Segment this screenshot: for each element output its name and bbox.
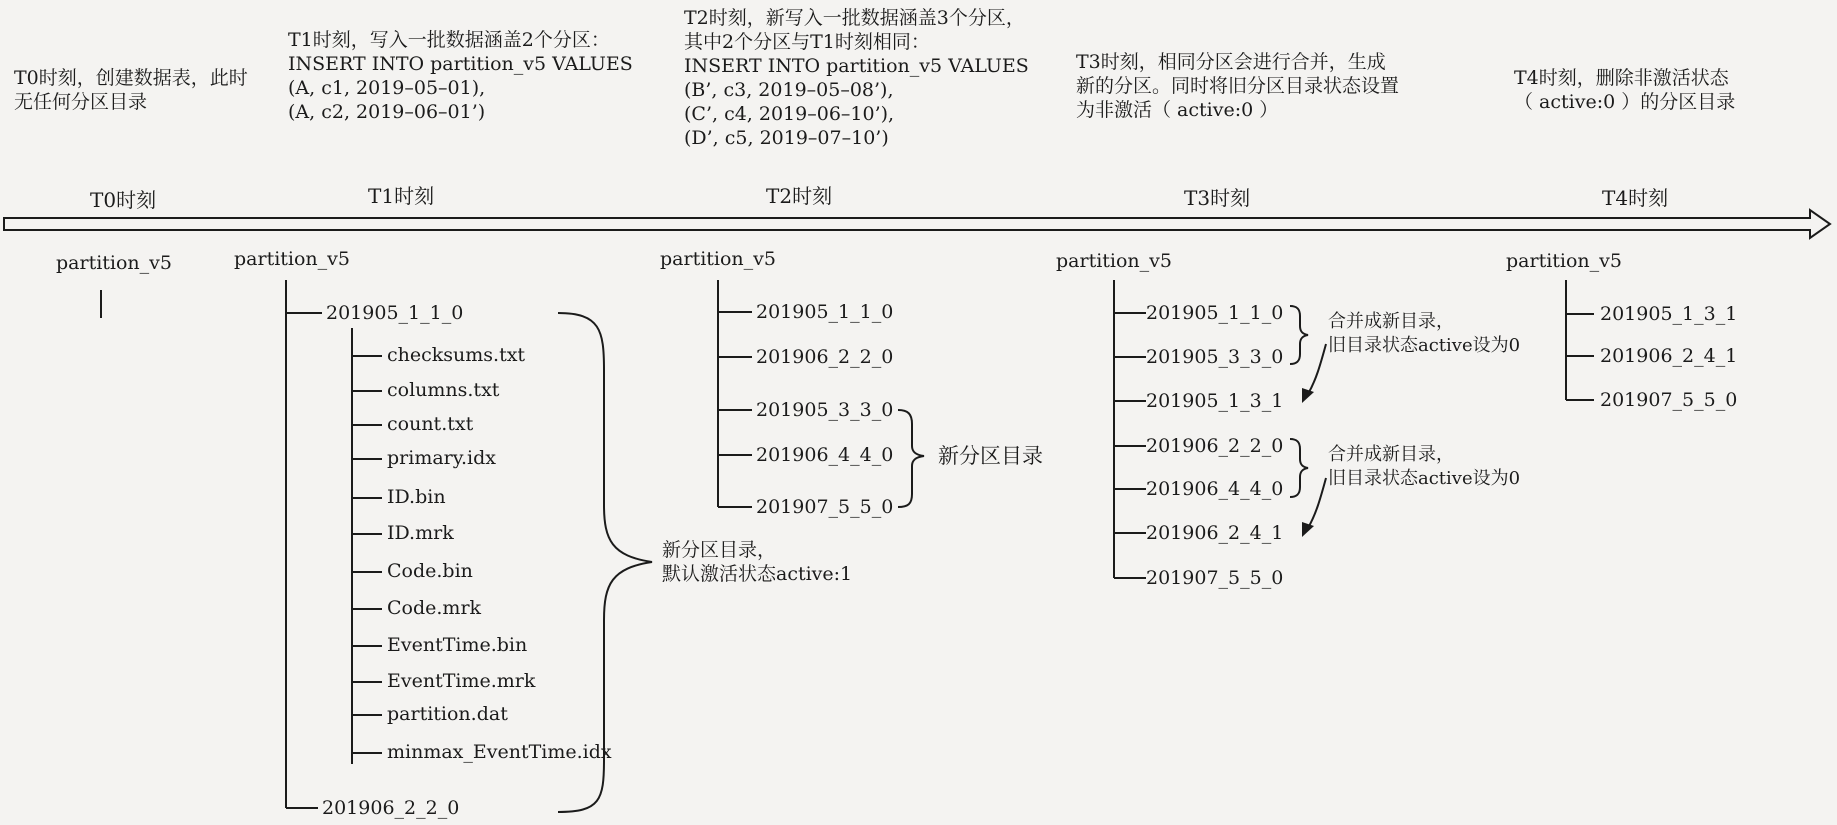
timeline-label-t1: T1时刻 xyxy=(368,184,435,208)
t2-description-line: (B’, c3, 2019–05–08’), xyxy=(684,79,894,101)
t1-file: EventTime.bin xyxy=(387,634,528,656)
t1-file: EventTime.mrk xyxy=(387,670,536,692)
t4-description-line: T4时刻，删除非激活状态 xyxy=(1514,67,1729,89)
t2-description-line: INSERT INTO partition_v5 VALUES xyxy=(684,55,1029,77)
t1-description-line: INSERT INTO partition_v5 VALUES xyxy=(288,53,633,75)
t1-note-line: 新分区目录， xyxy=(662,539,777,561)
t1-description-line: (A, c1, 2019–05–01), xyxy=(288,77,486,99)
t2-description-line: T2时刻，新写入一批数据涵盖3个分区， xyxy=(684,7,1025,29)
t2-partition-dir: 201906_2_2_0 xyxy=(756,346,894,368)
timeline-label-t0: T0时刻 xyxy=(90,188,157,212)
t3-merge-note-line: 旧目录状态active设为0 xyxy=(1328,335,1521,356)
t3-partition-dir: 201906_2_4_1 xyxy=(1146,522,1284,544)
t1-curly-brace xyxy=(558,313,652,812)
t1-file: checksums.txt xyxy=(387,344,526,366)
t1-file: ID.bin xyxy=(387,486,446,508)
t3-partition-dir: 201905_3_3_0 xyxy=(1146,346,1284,368)
t3-partition-dir: 201907_5_5_0 xyxy=(1146,567,1284,589)
t2-root-node: partition_v5 xyxy=(660,248,776,270)
t1-root-node: partition_v5 xyxy=(234,248,350,270)
t3-merge-note-line: 旧目录状态active设为0 xyxy=(1328,468,1521,489)
t4-partition-dir: 201905_1_3_1 xyxy=(1600,303,1738,325)
t2-curly-brace xyxy=(898,410,924,507)
t3-curly-brace-1 xyxy=(1290,306,1308,364)
t1-partition-dir: 201905_1_1_0 xyxy=(326,302,464,324)
t1-file: Code.mrk xyxy=(387,597,482,619)
t3-merge-arrow-2 xyxy=(1308,478,1326,528)
t3-merge-arrow-1-head xyxy=(1302,388,1314,403)
t3-merge-note-2 xyxy=(1328,443,1520,491)
t3-merge-note-line: 合并成新目录， xyxy=(1328,311,1454,332)
t4-partition-dir: 201906_2_4_1 xyxy=(1600,345,1738,367)
t1-note-line: 默认激活状态active:1 xyxy=(662,563,853,585)
t1-file: minmax_EventTime.idx xyxy=(387,741,612,763)
t3-merge-arrow-2-head xyxy=(1302,522,1314,537)
timeline-label-t4: T4时刻 xyxy=(1602,186,1669,210)
t4-description-line: （ active:0 ）的分区目录 xyxy=(1514,91,1736,113)
t3-merge-arrow-1 xyxy=(1308,344,1326,394)
t3-partition-dir: 201905_1_3_1 xyxy=(1146,390,1284,412)
t3-root-node: partition_v5 xyxy=(1056,250,1172,272)
t0-root-node: partition_v5 xyxy=(56,252,172,274)
t0-description-line: 无任何分区目录 xyxy=(14,91,148,113)
t4-root-node: partition_v5 xyxy=(1506,250,1622,272)
t1-partition-dir: 201906_2_2_0 xyxy=(322,797,460,819)
t1-file: ID.mrk xyxy=(387,522,454,544)
t0-description-line: T0时刻，创建数据表，此时 xyxy=(14,67,248,89)
t1-file: Code.bin xyxy=(387,560,473,582)
t3-merge-note-1 xyxy=(1328,310,1520,358)
t2-description-line: (C’, c4, 2019–06–10’), xyxy=(684,103,895,125)
t1-description-line: T1时刻，写入一批数据涵盖2个分区： xyxy=(288,29,610,51)
t1-file: columns.txt xyxy=(387,379,500,401)
t3-description-line: T3时刻，相同分区会进行合并，生成 xyxy=(1076,51,1386,73)
t2-description-line: 其中2个分区与T1时刻相同： xyxy=(684,31,930,53)
t1-file: primary.idx xyxy=(387,447,496,469)
t2-partition-dir: 201905_1_1_0 xyxy=(756,301,894,323)
t3-description-line: 为非激活（ active:0 ） xyxy=(1076,99,1279,121)
t2-description-line: (D’, c5, 2019–07–10’) xyxy=(684,127,889,149)
timeline-label-t2: T2时刻 xyxy=(766,184,833,208)
t2-partition-dir: 201905_3_3_0 xyxy=(756,399,894,421)
t4-partition-dir: 201907_5_5_0 xyxy=(1600,389,1738,411)
t3-curly-brace-2 xyxy=(1290,439,1308,497)
timeline-label-t3: T3时刻 xyxy=(1184,186,1251,210)
t1-file: partition.dat xyxy=(387,703,508,725)
t3-partition-dir: 201906_4_4_0 xyxy=(1146,478,1284,500)
timeline-arrow xyxy=(4,210,1830,238)
t1-file: count.txt xyxy=(387,413,474,435)
t3-description-line: 新的分区。同时将旧分区目录状态设置 xyxy=(1076,75,1400,97)
t3-merge-note-line: 合并成新目录， xyxy=(1328,444,1454,465)
t2-partition-dir: 201907_5_5_0 xyxy=(756,496,894,518)
t3-partition-dir: 201906_2_2_0 xyxy=(1146,435,1284,457)
t3-partition-dir: 201905_1_1_0 xyxy=(1146,302,1284,324)
t2-partition-dir: 201906_4_4_0 xyxy=(756,444,894,466)
t1-description-line: (A, c2, 2019–06–01’) xyxy=(288,101,486,123)
t1-new-partition-note xyxy=(662,538,852,586)
t2-new-partition-note: 新分区目录 xyxy=(938,444,1043,468)
